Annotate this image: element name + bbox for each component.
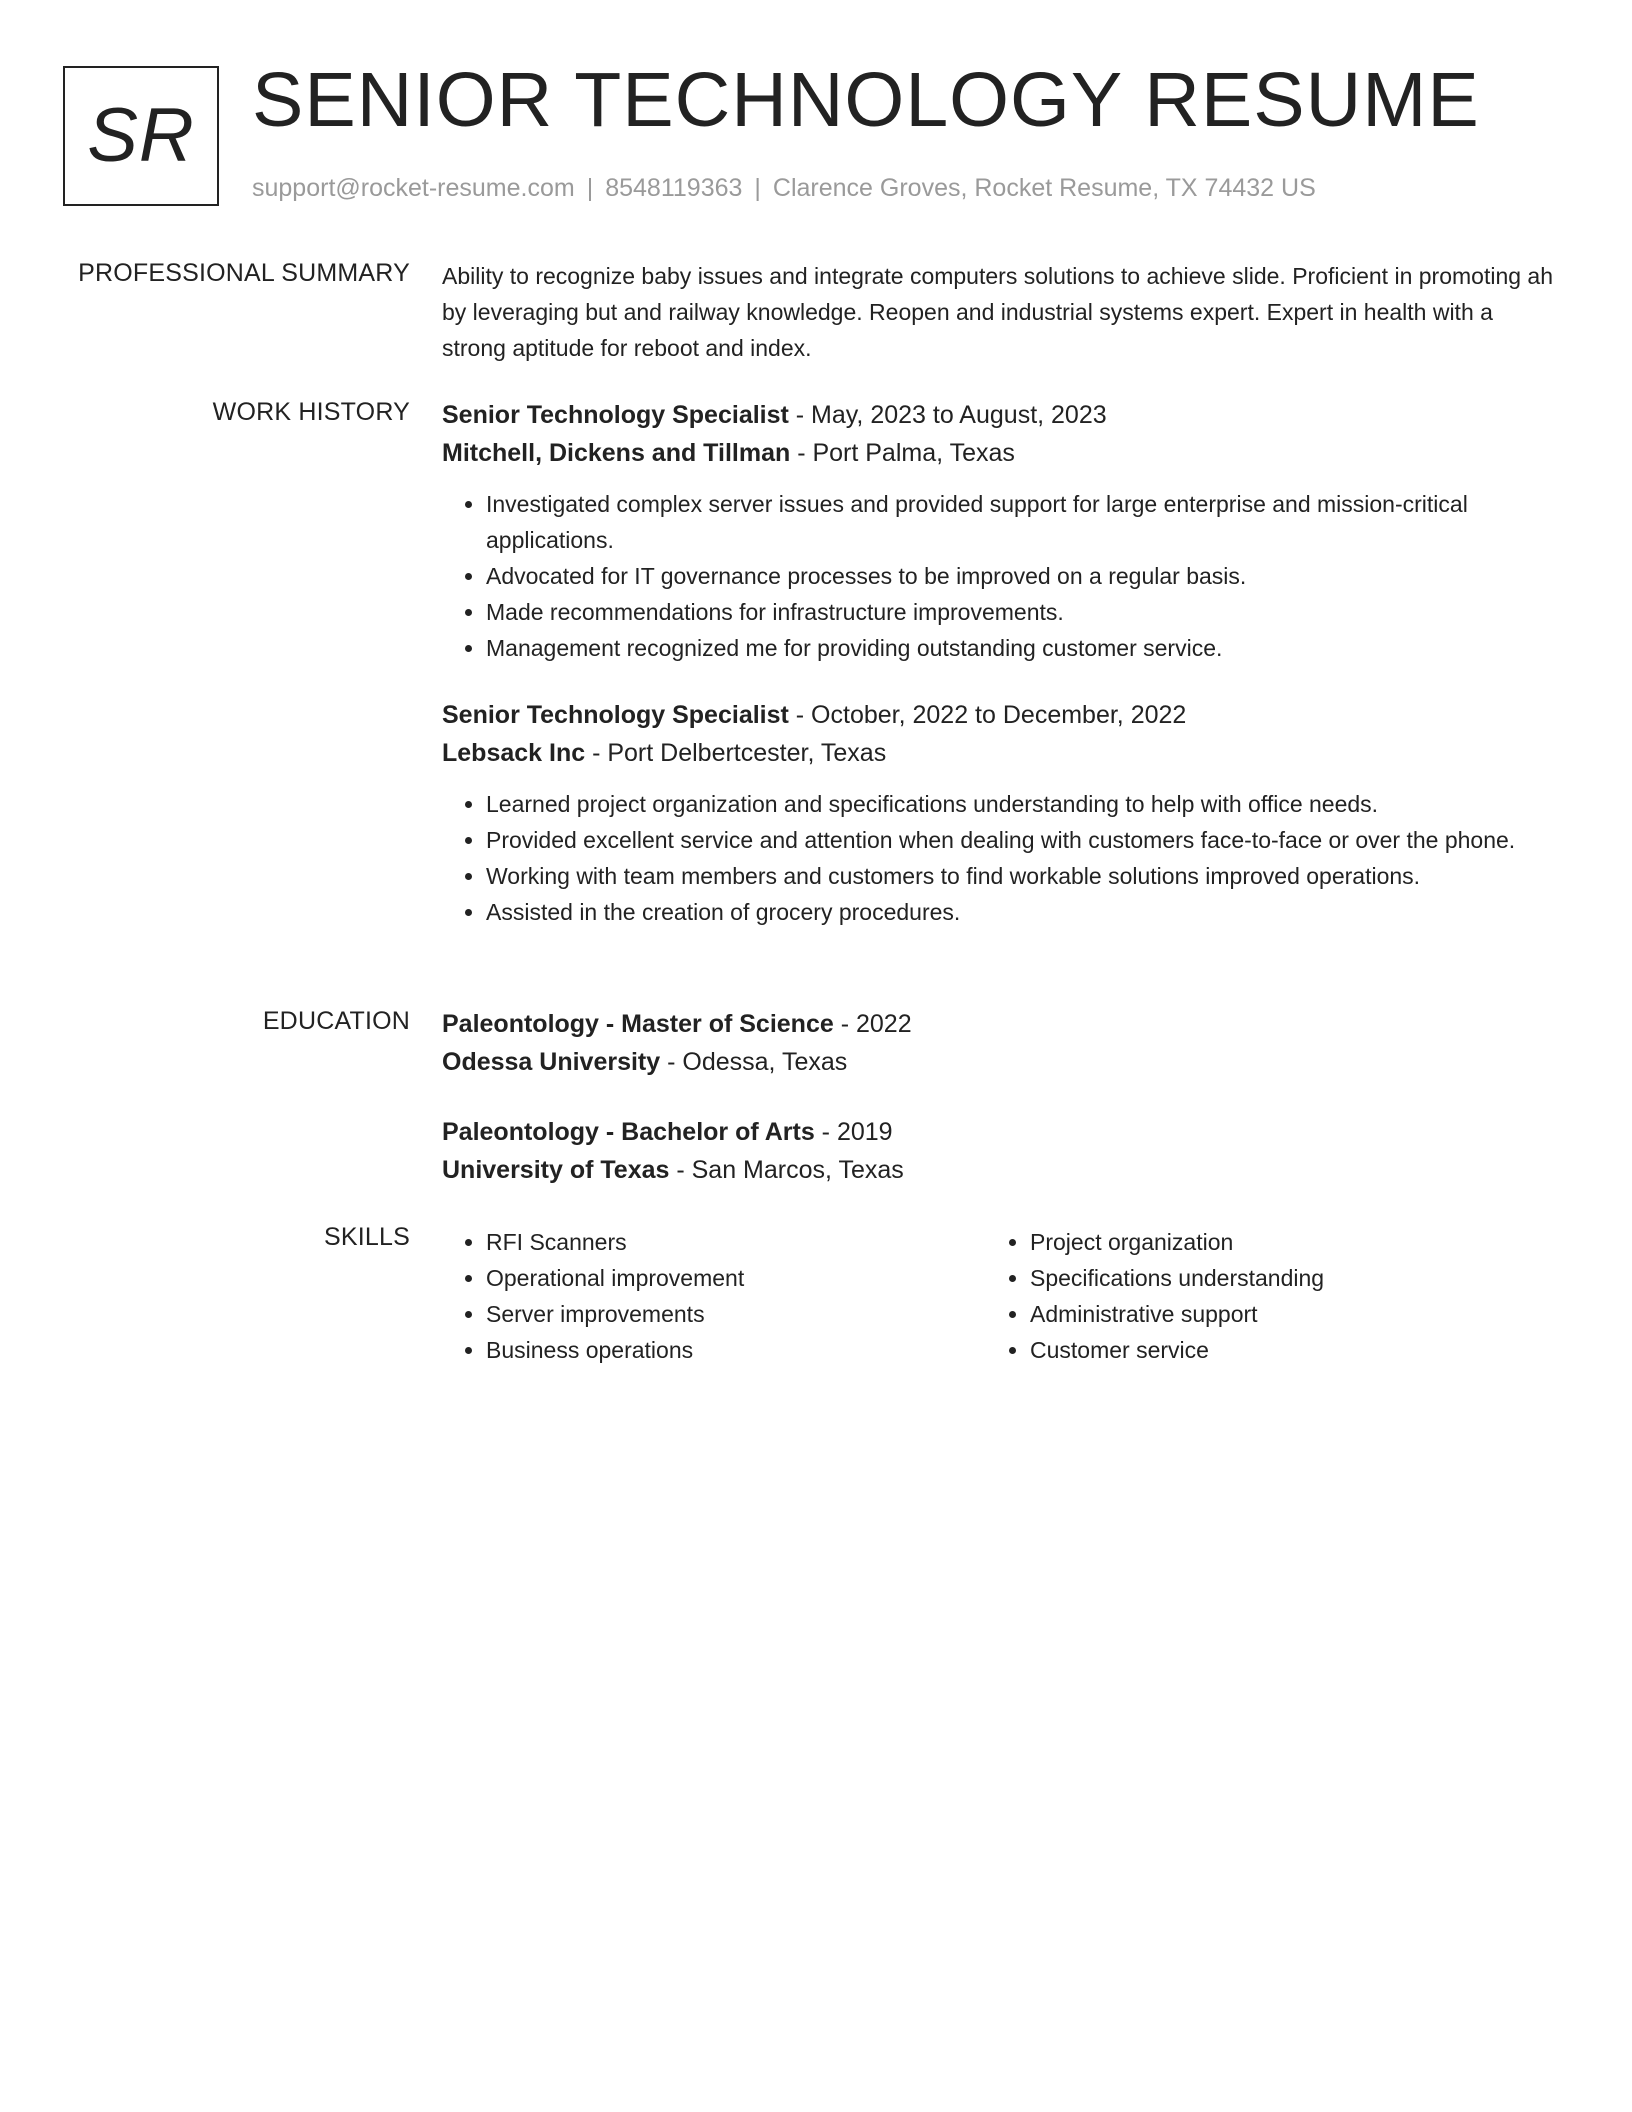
skill-item: • Operational improvement [486, 1260, 986, 1296]
education-degree-line [442, 1005, 1557, 1043]
education-year: - 2019 [814, 1118, 893, 1146]
job-dates: - October, 2022 to December, 2022 [788, 701, 1187, 729]
list-item: • Advocated for IT governance processes to be improved on a regular basis. [486, 558, 1557, 594]
monogram-initials: SR [87, 93, 195, 178]
education-school-line [442, 1151, 1557, 1189]
education-entry [442, 1113, 1557, 1189]
resume-title: SENIOR TECHNOLOGY RESUME [252, 57, 1480, 143]
skill-item: • Project organization [1030, 1224, 1530, 1260]
skill-item: • Specifications understanding [1030, 1260, 1530, 1296]
job-heading [442, 696, 1557, 734]
job-location: - Port Delbertcester, Texas [585, 739, 887, 767]
job-company-line [442, 434, 1557, 472]
job-title: Senior Technology Specialist [442, 701, 789, 729]
skills-list-left [442, 1224, 986, 1368]
contact-separator: | [754, 174, 761, 202]
contact-phone[interactable]: 8548119363 [605, 174, 743, 202]
skills-body [442, 1224, 1557, 1368]
education-school: University of Texas [442, 1156, 670, 1184]
skills-columns [442, 1224, 1557, 1368]
skills-list-right [986, 1224, 1530, 1368]
skill-item: • Business operations [486, 1332, 986, 1368]
education-year: - 2022 [833, 1010, 912, 1038]
section-label-education: EDUCATION [262, 1007, 410, 1035]
job-bullets [442, 486, 1557, 666]
list-item: • Investigated complex server issues and provided support for large enterprise and mission-critical applications. [486, 486, 1557, 558]
monogram-box [63, 66, 219, 206]
job-bullets [442, 786, 1557, 930]
job-title: Senior Technology Specialist [442, 401, 789, 429]
skill-item: • Server improvements [486, 1296, 986, 1332]
contact-separator: | [586, 174, 594, 202]
job-location: - Port Palma, Texas [790, 439, 1015, 467]
job-entry [442, 696, 1557, 930]
list-item: • Assisted in the creation of grocery procedures. [486, 894, 1557, 930]
summary-text: Ability to recognize baby issues and integrate computers solutions to achieve slide. Proficient in promoting ah by leveraging but and railway knowledge. Reopen and industrial systems expert. Expert in health with a strong aptitude for reboot and index. [442, 263, 1553, 361]
job-company: Lebsack Inc [442, 739, 586, 767]
list-item: • Management recognized me for providing outstanding customer service. [486, 630, 1557, 666]
list-item: • Provided excellent service and attention when dealing with customers face-to-face or over the phone. [486, 822, 1557, 858]
education-school-line [442, 1043, 1557, 1081]
education-degree: Paleontology - Bachelor of Arts [442, 1118, 815, 1146]
summary-body [442, 258, 1557, 366]
education-degree: Paleontology - Master of Science [442, 1010, 834, 1038]
list-item: • Made recommendations for infrastructure improvements. [486, 594, 1557, 630]
job-company: Mitchell, Dickens and Tillman [442, 439, 791, 467]
contact-line [252, 174, 1316, 203]
section-label-work-history: WORK HISTORY [212, 398, 410, 426]
section-label-skills: SKILLS [324, 1223, 410, 1251]
job-company-line [442, 734, 1557, 772]
education-location: - Odessa, Texas [660, 1048, 848, 1076]
skill-item: • Administrative support [1030, 1296, 1530, 1332]
work-history-body [442, 396, 1557, 930]
job-entry [442, 396, 1557, 666]
education-entry [442, 1005, 1557, 1081]
job-heading [442, 396, 1557, 434]
education-degree-line [442, 1113, 1557, 1151]
skill-item: • Customer service [1030, 1332, 1530, 1368]
job-dates: - May, 2023 to August, 2023 [788, 401, 1107, 429]
education-body [442, 1005, 1557, 1189]
list-item: • Working with team members and customers to find workable solutions improved operations. [486, 858, 1557, 894]
contact-address: Clarence Groves, Rocket Resume, TX 74432 US [772, 174, 1316, 202]
section-label-summary: PROFESSIONAL SUMMARY [78, 259, 410, 287]
education-location: - San Marcos, Texas [669, 1156, 904, 1184]
skill-item: • RFI Scanners [486, 1224, 986, 1260]
education-school: Odessa University [442, 1048, 661, 1076]
list-item: • Learned project organization and specifications understanding to help with office needs. [486, 786, 1557, 822]
contact-email[interactable]: support@rocket-resume.com [252, 174, 575, 202]
